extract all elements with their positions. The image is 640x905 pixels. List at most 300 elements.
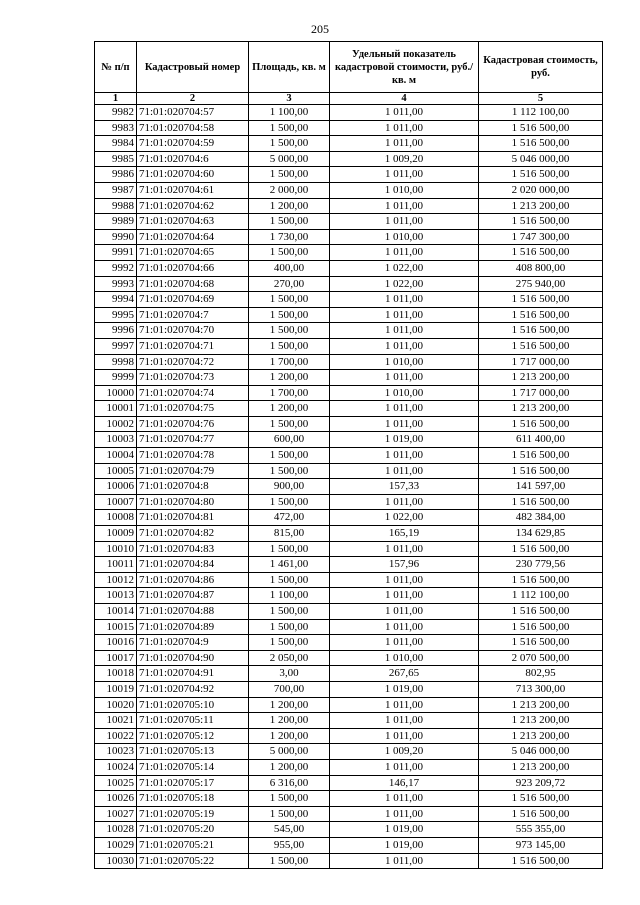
- area-cell: 1 700,00: [249, 385, 330, 401]
- table-row: [95, 338, 603, 354]
- cadastral-number-cell: 71:01:020704:66: [137, 260, 249, 276]
- cadastral-cost-cell: 1 516 500,00: [479, 448, 603, 464]
- specific-value-cell: 1 011,00: [330, 713, 479, 729]
- header-cadastral-cost: Кадастровая стоимость, руб.: [479, 42, 603, 93]
- specific-value-cell: 1 011,00: [330, 494, 479, 510]
- cadastral-cost-cell: 1 213 200,00: [479, 401, 603, 417]
- cadastral-number-cell: 71:01:020704:72: [137, 354, 249, 370]
- row-number-cell: 10022: [95, 728, 137, 744]
- column-number: 4: [330, 93, 479, 105]
- area-cell: 1 100,00: [249, 588, 330, 604]
- area-cell: 1 200,00: [249, 198, 330, 214]
- specific-value-cell: 1 011,00: [330, 198, 479, 214]
- table-row: [95, 604, 603, 620]
- cadastral-cost-cell: 1 213 200,00: [479, 713, 603, 729]
- row-number-cell: 9985: [95, 151, 137, 167]
- cadastral-cost-cell: 802,95: [479, 666, 603, 682]
- cadastral-cost-cell: 1 717 000,00: [479, 354, 603, 370]
- header-row: [95, 42, 603, 93]
- specific-value-cell: 1 011,00: [330, 292, 479, 308]
- specific-value-cell: 1 011,00: [330, 245, 479, 261]
- row-number-cell: 10016: [95, 635, 137, 651]
- table-row: [95, 494, 603, 510]
- specific-value-cell: 165,19: [330, 526, 479, 542]
- area-cell: 1 500,00: [249, 604, 330, 620]
- table-row: [95, 245, 603, 261]
- area-cell: 1 200,00: [249, 401, 330, 417]
- row-number-cell: 9994: [95, 292, 137, 308]
- specific-value-cell: 1 011,00: [330, 697, 479, 713]
- row-number-cell: 9982: [95, 105, 137, 121]
- specific-value-cell: 1 011,00: [330, 401, 479, 417]
- cadastral-number-cell: 71:01:020704:77: [137, 432, 249, 448]
- row-number-cell: 10007: [95, 494, 137, 510]
- specific-value-cell: 1 010,00: [330, 650, 479, 666]
- table-row: [95, 666, 603, 682]
- cadastral-cost-cell: 923 209,72: [479, 775, 603, 791]
- table-header: [95, 42, 603, 105]
- header-row-number: № п/п: [95, 42, 137, 93]
- table-row: [95, 416, 603, 432]
- cadastral-cost-cell: 2 070 500,00: [479, 650, 603, 666]
- cadastral-cost-cell: 1 717 000,00: [479, 385, 603, 401]
- column-number: 2: [137, 93, 249, 105]
- cadastral-number-cell: 71:01:020705:14: [137, 759, 249, 775]
- specific-value-cell: 1 010,00: [330, 229, 479, 245]
- cadastral-cost-cell: 1 112 100,00: [479, 105, 603, 121]
- cadastral-cost-cell: 1 516 500,00: [479, 806, 603, 822]
- area-cell: 815,00: [249, 526, 330, 542]
- area-cell: 1 500,00: [249, 619, 330, 635]
- cadastral-number-cell: 71:01:020704:71: [137, 338, 249, 354]
- table-row: [95, 713, 603, 729]
- cadastral-cost-cell: 1 213 200,00: [479, 198, 603, 214]
- specific-value-cell: 1 011,00: [330, 463, 479, 479]
- cadastral-number-cell: 71:01:020704:84: [137, 557, 249, 573]
- cadastral-cost-cell: 230 779,56: [479, 557, 603, 573]
- cadastral-cost-cell: 1 213 200,00: [479, 370, 603, 386]
- specific-value-cell: 1 011,00: [330, 853, 479, 869]
- area-cell: 900,00: [249, 479, 330, 495]
- specific-value-cell: 1 011,00: [330, 791, 479, 807]
- specific-value-cell: 1 011,00: [330, 448, 479, 464]
- table-row: [95, 806, 603, 822]
- cadastral-cost-cell: 1 516 500,00: [479, 292, 603, 308]
- row-number-cell: 9998: [95, 354, 137, 370]
- area-cell: 955,00: [249, 837, 330, 853]
- area-cell: 1 500,00: [249, 541, 330, 557]
- cadastral-cost-cell: 134 629,85: [479, 526, 603, 542]
- header-cadastral-number: Кадастровый номер: [137, 42, 249, 93]
- row-number-cell: 10011: [95, 557, 137, 573]
- table-row: [95, 463, 603, 479]
- table-row: [95, 136, 603, 152]
- row-number-cell: 9987: [95, 182, 137, 198]
- row-number-cell: 10026: [95, 791, 137, 807]
- table-row: [95, 448, 603, 464]
- cadastral-number-cell: 71:01:020704:89: [137, 619, 249, 635]
- specific-value-cell: 1 011,00: [330, 167, 479, 183]
- area-cell: 1 500,00: [249, 292, 330, 308]
- row-number-cell: 10002: [95, 416, 137, 432]
- area-cell: 1 500,00: [249, 448, 330, 464]
- table-row: [95, 510, 603, 526]
- specific-value-cell: 1 019,00: [330, 822, 479, 838]
- specific-value-cell: 1 011,00: [330, 728, 479, 744]
- cadastral-number-cell: 71:01:020704:58: [137, 120, 249, 136]
- row-number-cell: 10027: [95, 806, 137, 822]
- table-row: [95, 292, 603, 308]
- table-row: [95, 728, 603, 744]
- cadastral-cost-cell: 1 516 500,00: [479, 791, 603, 807]
- cadastral-number-cell: 71:01:020704:80: [137, 494, 249, 510]
- table-row: [95, 354, 603, 370]
- cadastral-number-cell: 71:01:020704:79: [137, 463, 249, 479]
- area-cell: 1 200,00: [249, 759, 330, 775]
- specific-value-cell: 1 009,20: [330, 744, 479, 760]
- cadastral-number-cell: 71:01:020704:73: [137, 370, 249, 386]
- row-number-cell: 10005: [95, 463, 137, 479]
- area-cell: 1 500,00: [249, 307, 330, 323]
- area-cell: 1 500,00: [249, 494, 330, 510]
- header-area: Площадь, кв. м: [249, 42, 330, 93]
- specific-value-cell: 1 022,00: [330, 510, 479, 526]
- row-number-cell: 10021: [95, 713, 137, 729]
- cadastral-number-cell: 71:01:020705:12: [137, 728, 249, 744]
- cadastral-number-cell: 71:01:020705:21: [137, 837, 249, 853]
- specific-value-cell: 1 011,00: [330, 120, 479, 136]
- specific-value-cell: 1 011,00: [330, 370, 479, 386]
- row-number-cell: 9988: [95, 198, 137, 214]
- cadastral-number-cell: 71:01:020704:57: [137, 105, 249, 121]
- specific-value-cell: 1 022,00: [330, 260, 479, 276]
- area-cell: 270,00: [249, 276, 330, 292]
- table-row: [95, 588, 603, 604]
- cadastral-cost-cell: 2 020 000,00: [479, 182, 603, 198]
- row-number-cell: 9983: [95, 120, 137, 136]
- area-cell: 1 500,00: [249, 167, 330, 183]
- row-number-cell: 9993: [95, 276, 137, 292]
- cadastral-number-cell: 71:01:020704:78: [137, 448, 249, 464]
- specific-value-cell: 1 011,00: [330, 416, 479, 432]
- area-cell: 1 500,00: [249, 136, 330, 152]
- cadastral-cost-cell: 1 516 500,00: [479, 494, 603, 510]
- area-cell: 5 000,00: [249, 151, 330, 167]
- cadastral-number-cell: 71:01:020705:22: [137, 853, 249, 869]
- cadastral-number-cell: 71:01:020704:68: [137, 276, 249, 292]
- cadastral-number-cell: 71:01:020704:7: [137, 307, 249, 323]
- specific-value-cell: 157,33: [330, 479, 479, 495]
- row-number-cell: 10017: [95, 650, 137, 666]
- specific-value-cell: 1 019,00: [330, 432, 479, 448]
- row-number-cell: 10006: [95, 479, 137, 495]
- specific-value-cell: 1 011,00: [330, 214, 479, 230]
- cadastral-cost-cell: 1 516 500,00: [479, 635, 603, 651]
- cadastral-cost-cell: 555 355,00: [479, 822, 603, 838]
- table-row: [95, 791, 603, 807]
- header-specific-value: Удельный показатель кадастровой стоимости, руб./кв. м: [330, 42, 479, 93]
- table-row: [95, 557, 603, 573]
- cadastral-cost-cell: 141 597,00: [479, 479, 603, 495]
- cadastral-number-cell: 71:01:020705:10: [137, 697, 249, 713]
- cadastral-cost-cell: 1 516 500,00: [479, 323, 603, 339]
- cadastral-number-cell: 71:01:020704:88: [137, 604, 249, 620]
- area-cell: 1 461,00: [249, 557, 330, 573]
- column-number-row: [95, 93, 603, 105]
- cadastral-number-cell: 71:01:020704:62: [137, 198, 249, 214]
- cadastral-number-cell: 71:01:020705:13: [137, 744, 249, 760]
- cadastral-cost-cell: 1 747 300,00: [479, 229, 603, 245]
- cadastral-number-cell: 71:01:020705:19: [137, 806, 249, 822]
- row-number-cell: 10030: [95, 853, 137, 869]
- cadastral-number-cell: 71:01:020704:87: [137, 588, 249, 604]
- cadastral-cost-cell: 1 516 500,00: [479, 120, 603, 136]
- row-number-cell: 10019: [95, 681, 137, 697]
- cadastral-number-cell: 71:01:020704:86: [137, 572, 249, 588]
- cadastral-cost-cell: 973 145,00: [479, 837, 603, 853]
- table-row: [95, 105, 603, 121]
- cadastral-value-table: [94, 41, 603, 869]
- area-cell: 1 500,00: [249, 572, 330, 588]
- specific-value-cell: 1 011,00: [330, 572, 479, 588]
- cadastral-cost-cell: 482 384,00: [479, 510, 603, 526]
- area-cell: 1 500,00: [249, 214, 330, 230]
- column-number: 3: [249, 93, 330, 105]
- area-cell: 1 500,00: [249, 635, 330, 651]
- specific-value-cell: 1 010,00: [330, 354, 479, 370]
- cadastral-cost-cell: 275 940,00: [479, 276, 603, 292]
- cadastral-cost-cell: 408 800,00: [479, 260, 603, 276]
- cadastral-cost-cell: 1 516 500,00: [479, 541, 603, 557]
- table-row: [95, 837, 603, 853]
- table-row: [95, 198, 603, 214]
- table-row: [95, 681, 603, 697]
- area-cell: 1 500,00: [249, 416, 330, 432]
- cadastral-number-cell: 71:01:020704:70: [137, 323, 249, 339]
- row-number-cell: 9992: [95, 260, 137, 276]
- cadastral-cost-cell: 713 300,00: [479, 681, 603, 697]
- row-number-cell: 10004: [95, 448, 137, 464]
- specific-value-cell: 1 011,00: [330, 323, 479, 339]
- cadastral-number-cell: 71:01:020704:91: [137, 666, 249, 682]
- row-number-cell: 10024: [95, 759, 137, 775]
- cadastral-number-cell: 71:01:020704:92: [137, 681, 249, 697]
- area-cell: 6 316,00: [249, 775, 330, 791]
- cadastral-cost-cell: 1 516 500,00: [479, 307, 603, 323]
- cadastral-cost-cell: 1 516 500,00: [479, 136, 603, 152]
- row-number-cell: 9996: [95, 323, 137, 339]
- specific-value-cell: 1 010,00: [330, 385, 479, 401]
- table-row: [95, 572, 603, 588]
- specific-value-cell: 1 011,00: [330, 105, 479, 121]
- column-number: 5: [479, 93, 603, 105]
- table-row: [95, 323, 603, 339]
- table-row: [95, 775, 603, 791]
- cadastral-number-cell: 71:01:020704:6: [137, 151, 249, 167]
- row-number-cell: 10013: [95, 588, 137, 604]
- specific-value-cell: 1 022,00: [330, 276, 479, 292]
- table-row: [95, 822, 603, 838]
- specific-value-cell: 1 011,00: [330, 307, 479, 323]
- row-number-cell: 10018: [95, 666, 137, 682]
- specific-value-cell: 1 009,20: [330, 151, 479, 167]
- area-cell: 1 500,00: [249, 853, 330, 869]
- row-number-cell: 10029: [95, 837, 137, 853]
- table-row: [95, 650, 603, 666]
- row-number-cell: 10000: [95, 385, 137, 401]
- table-row: [95, 214, 603, 230]
- row-number-cell: 10010: [95, 541, 137, 557]
- cadastral-cost-cell: 5 046 000,00: [479, 151, 603, 167]
- cadastral-cost-cell: 1 516 500,00: [479, 214, 603, 230]
- cadastral-number-cell: 71:01:020704:9: [137, 635, 249, 651]
- row-number-cell: 9997: [95, 338, 137, 354]
- cadastral-number-cell: 71:01:020704:65: [137, 245, 249, 261]
- area-cell: 1 700,00: [249, 354, 330, 370]
- cadastral-number-cell: 71:01:020704:63: [137, 214, 249, 230]
- row-number-cell: 10009: [95, 526, 137, 542]
- cadastral-number-cell: 71:01:020705:18: [137, 791, 249, 807]
- area-cell: 1 500,00: [249, 806, 330, 822]
- table-row: [95, 853, 603, 869]
- area-cell: 700,00: [249, 681, 330, 697]
- table-body: [95, 105, 603, 869]
- cadastral-number-cell: 71:01:020704:69: [137, 292, 249, 308]
- cadastral-cost-cell: 1 213 200,00: [479, 759, 603, 775]
- row-number-cell: 10003: [95, 432, 137, 448]
- row-number-cell: 10028: [95, 822, 137, 838]
- cadastral-number-cell: 71:01:020705:11: [137, 713, 249, 729]
- cadastral-number-cell: 71:01:020704:75: [137, 401, 249, 417]
- specific-value-cell: 1 010,00: [330, 182, 479, 198]
- cadastral-cost-cell: 1 213 200,00: [479, 697, 603, 713]
- cadastral-cost-cell: 1 516 500,00: [479, 853, 603, 869]
- cadastral-number-cell: 71:01:020704:60: [137, 167, 249, 183]
- specific-value-cell: 1 011,00: [330, 619, 479, 635]
- area-cell: 1 500,00: [249, 120, 330, 136]
- cadastral-number-cell: 71:01:020705:20: [137, 822, 249, 838]
- cadastral-cost-cell: 5 046 000,00: [479, 744, 603, 760]
- table-row: [95, 759, 603, 775]
- page-number: 205: [311, 22, 329, 36]
- row-number-cell: 9999: [95, 370, 137, 386]
- row-number-cell: 9984: [95, 136, 137, 152]
- cadastral-cost-cell: 1 516 500,00: [479, 416, 603, 432]
- table-row: [95, 120, 603, 136]
- cadastral-cost-cell: 1 516 500,00: [479, 619, 603, 635]
- table-row: [95, 541, 603, 557]
- row-number-cell: 9989: [95, 214, 137, 230]
- area-cell: 1 100,00: [249, 105, 330, 121]
- area-cell: 545,00: [249, 822, 330, 838]
- table-row: [95, 479, 603, 495]
- specific-value-cell: 1 011,00: [330, 588, 479, 604]
- area-cell: 1 500,00: [249, 463, 330, 479]
- specific-value-cell: 1 011,00: [330, 338, 479, 354]
- cadastral-number-cell: 71:01:020704:64: [137, 229, 249, 245]
- area-cell: 472,00: [249, 510, 330, 526]
- area-cell: 5 000,00: [249, 744, 330, 760]
- specific-value-cell: 1 011,00: [330, 541, 479, 557]
- cadastral-number-cell: 71:01:020705:17: [137, 775, 249, 791]
- row-number-cell: 9995: [95, 307, 137, 323]
- table-row: [95, 276, 603, 292]
- cadastral-number-cell: 71:01:020704:8: [137, 479, 249, 495]
- row-number-cell: 10014: [95, 604, 137, 620]
- row-number-cell: 10020: [95, 697, 137, 713]
- cadastral-number-cell: 71:01:020704:81: [137, 510, 249, 526]
- table-row: [95, 744, 603, 760]
- table-row: [95, 635, 603, 651]
- cadastral-cost-cell: 1 213 200,00: [479, 728, 603, 744]
- cadastral-number-cell: 71:01:020704:74: [137, 385, 249, 401]
- specific-value-cell: 267,65: [330, 666, 479, 682]
- specific-value-cell: 1 011,00: [330, 635, 479, 651]
- table-row: [95, 229, 603, 245]
- area-cell: 1 500,00: [249, 338, 330, 354]
- cadastral-number-cell: 71:01:020704:59: [137, 136, 249, 152]
- row-number-cell: 9990: [95, 229, 137, 245]
- cadastral-cost-cell: 1 516 500,00: [479, 463, 603, 479]
- table-row: [95, 526, 603, 542]
- table-row: [95, 619, 603, 635]
- row-number-cell: 10023: [95, 744, 137, 760]
- table-row: [95, 370, 603, 386]
- area-cell: 1 500,00: [249, 791, 330, 807]
- specific-value-cell: 157,96: [330, 557, 479, 573]
- table-row: [95, 401, 603, 417]
- cadastral-cost-cell: 1 516 500,00: [479, 245, 603, 261]
- cadastral-cost-cell: 1 112 100,00: [479, 588, 603, 604]
- area-cell: 600,00: [249, 432, 330, 448]
- area-cell: 2 050,00: [249, 650, 330, 666]
- table-row: [95, 697, 603, 713]
- cadastral-number-cell: 71:01:020704:82: [137, 526, 249, 542]
- area-cell: 1 200,00: [249, 697, 330, 713]
- specific-value-cell: 1 019,00: [330, 681, 479, 697]
- area-cell: 3,00: [249, 666, 330, 682]
- table-row: [95, 432, 603, 448]
- column-number: 1: [95, 93, 137, 105]
- area-cell: 1 500,00: [249, 245, 330, 261]
- area-cell: 1 500,00: [249, 323, 330, 339]
- area-cell: 400,00: [249, 260, 330, 276]
- specific-value-cell: 1 011,00: [330, 759, 479, 775]
- area-cell: 1 200,00: [249, 713, 330, 729]
- table-row: [95, 151, 603, 167]
- cadastral-cost-cell: 1 516 500,00: [479, 167, 603, 183]
- cadastral-number-cell: 71:01:020704:90: [137, 650, 249, 666]
- cadastral-cost-cell: 611 400,00: [479, 432, 603, 448]
- cadastral-cost-cell: 1 516 500,00: [479, 572, 603, 588]
- row-number-cell: 10001: [95, 401, 137, 417]
- row-number-cell: 10008: [95, 510, 137, 526]
- row-number-cell: 10015: [95, 619, 137, 635]
- table-row: [95, 167, 603, 183]
- cadastral-number-cell: 71:01:020704:76: [137, 416, 249, 432]
- specific-value-cell: 1 011,00: [330, 604, 479, 620]
- cadastral-number-cell: 71:01:020704:83: [137, 541, 249, 557]
- table-row: [95, 307, 603, 323]
- cadastral-cost-cell: 1 516 500,00: [479, 338, 603, 354]
- row-number-cell: 10012: [95, 572, 137, 588]
- table-row: [95, 385, 603, 401]
- area-cell: 1 200,00: [249, 728, 330, 744]
- row-number-cell: 10025: [95, 775, 137, 791]
- specific-value-cell: 1 011,00: [330, 136, 479, 152]
- row-number-cell: 9991: [95, 245, 137, 261]
- table-row: [95, 182, 603, 198]
